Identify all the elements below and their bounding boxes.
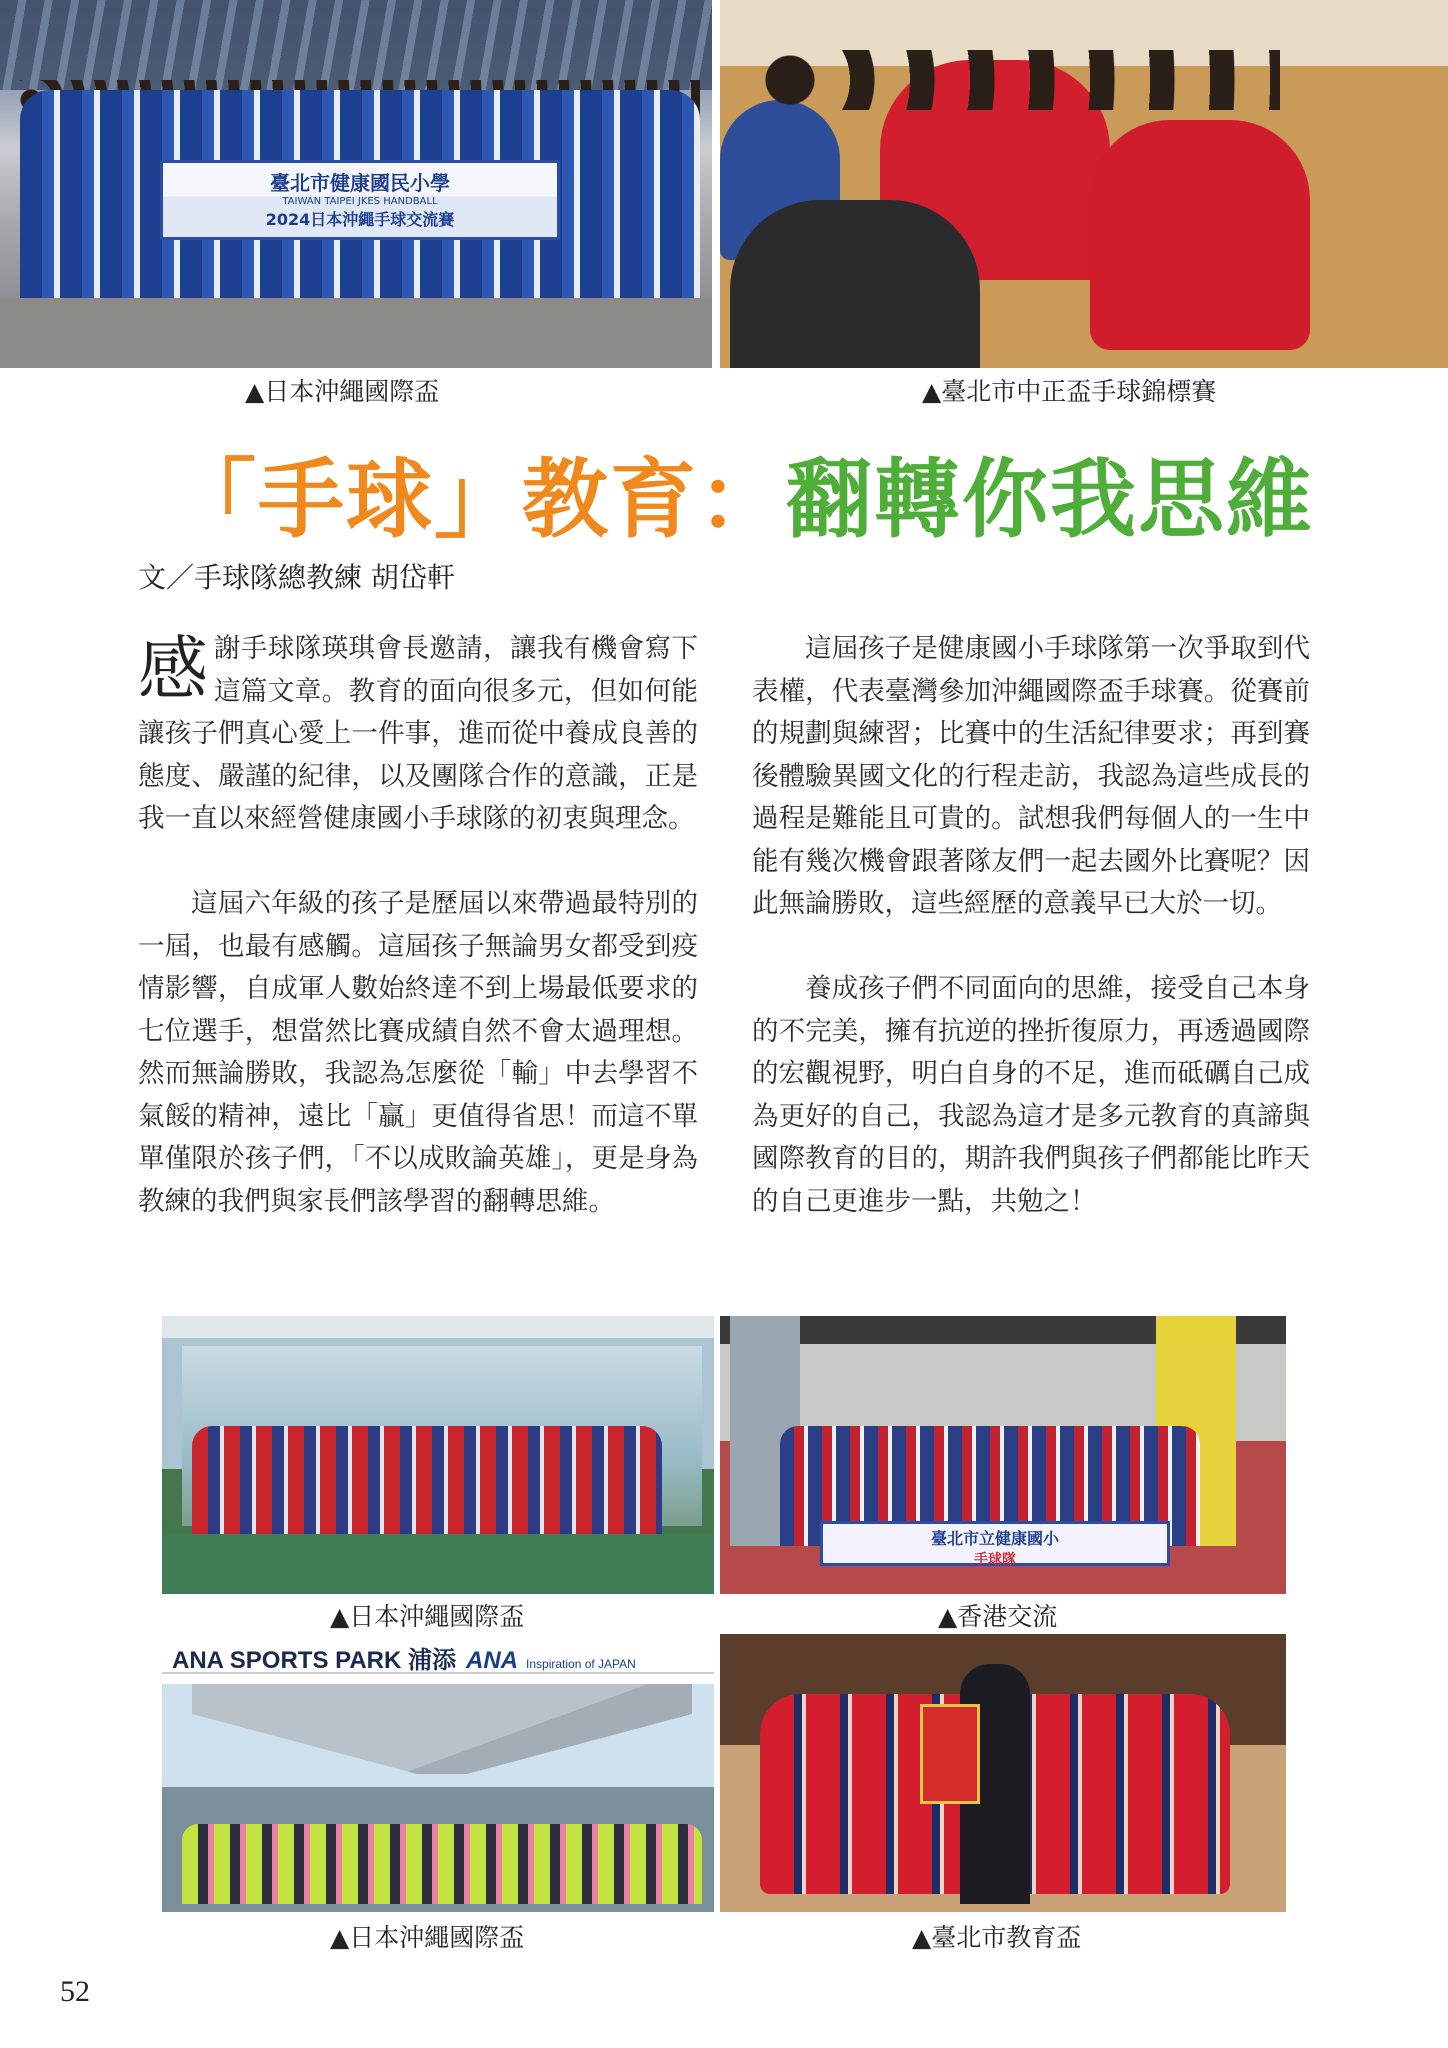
drop-cap: 感 bbox=[138, 628, 208, 710]
team-banner bbox=[820, 1521, 1170, 1566]
photo-hong-kong-exchange bbox=[720, 1316, 1286, 1594]
banner-line-2: TAIWAN TAIPEI JKES HANDBALL bbox=[282, 196, 438, 207]
banner-line-1: 臺北市健康國民小學 bbox=[270, 171, 450, 195]
article-title-part1: 「手球」教育： bbox=[170, 450, 786, 550]
photo-caption: ▲日本沖繩國際盃 bbox=[245, 377, 440, 406]
page-number: 52 bbox=[60, 1975, 90, 2008]
article-paragraph: 這屆六年級的孩子是歷屆以來帶過最特別的一屆，也最有感觸。這屆孩子無論男女都受到疫情影響，自成軍人數始終達不到上場最低要求的七位選手，想當然比賽成績自然不會太過理想。然而無論勝敗，我認為怎麼從「輸」中去學習不氣餒的精神，遠比「贏」更值得省思！而這不單單僅限於孩子們，「不以成敗論英雄」，更是身為教練的我們與家長們該學習的翻轉思維。 bbox=[138, 888, 698, 1217]
article-title-part2: 翻轉你我思維 bbox=[786, 450, 1314, 550]
article-paragraph: 養成孩子們不同面向的思維，接受自己本身的不完美，擁有抗逆的挫折復原力，再透過國際的宏觀視野，明白自身的不足，進而砥礪自己成為更好的自己，我認為這才是多元教育的真諦與國際教育的目的，期許我們與孩子們都能比昨天的自己更進步一點，共勉之！ bbox=[752, 973, 1310, 1217]
photo-caption: ▲日本沖繩國際盃 bbox=[330, 1923, 525, 1952]
paragraph-text: 謝手球隊瑛琪會長邀請，讓我有機會寫下這篇文章。教育的面向很多元，但如何能讓孩子們真心愛上一件事，進而從中養成良善的態度、嚴謹的紀律，以及團隊合作的意識，正是我一直以來經營健康國小手球隊的初衷與理念。 bbox=[138, 633, 698, 834]
article-column-right bbox=[752, 628, 1310, 1223]
ana-sports-park-sign bbox=[162, 1634, 714, 1674]
team-banner bbox=[160, 160, 560, 240]
article-column-left bbox=[138, 628, 698, 1223]
photo-okinawa-mural-group bbox=[162, 1316, 714, 1594]
banner-line-2: 手球隊 bbox=[974, 1552, 1016, 1568]
article-paragraph: 這屆孩子是健康國小手球隊第一次爭取到代表權，代表臺灣參加沖繩國際盃手球賽。從賽前的規劃與練習；比賽中的生活紀律要求；再到賽後體驗異國文化的行程走訪，我認為這些成長的過程是難能且可貴的。試想我們每個人的一生中能有幾次機會跟著隊友們一起去國外比賽呢？因此無論勝敗，這些經歷的意義早已大於一切。 bbox=[752, 633, 1310, 919]
article-byline: 文／手球隊總教練 胡岱軒 bbox=[138, 561, 455, 594]
photo-caption: ▲臺北市中正盃手球錦標賽 bbox=[922, 377, 1217, 406]
sign-brand: ANA bbox=[466, 1647, 519, 1674]
photo-caption: ▲香港交流 bbox=[938, 1602, 1058, 1631]
sign-text: ANA SPORTS PARK 浦添 bbox=[172, 1647, 457, 1674]
article-title bbox=[170, 430, 1314, 550]
photo-taipei-education-cup bbox=[720, 1634, 1286, 1912]
banner-line-3: 2024日本沖繩手球交流賽 bbox=[265, 210, 455, 229]
photo-caption: ▲臺北市教育盃 bbox=[912, 1923, 1082, 1952]
photo-ana-sports-park bbox=[162, 1634, 714, 1912]
article-paragraph bbox=[138, 628, 698, 841]
banner-line-1: 臺北市立健康國小 bbox=[930, 1529, 1059, 1548]
sign-tagline: Inspiration of JAPAN bbox=[526, 1657, 636, 1671]
photo-zhongzheng-cup-huddle bbox=[720, 0, 1448, 368]
photo-caption: ▲日本沖繩國際盃 bbox=[330, 1602, 525, 1631]
photo-okinawa-airport-group bbox=[0, 0, 712, 368]
